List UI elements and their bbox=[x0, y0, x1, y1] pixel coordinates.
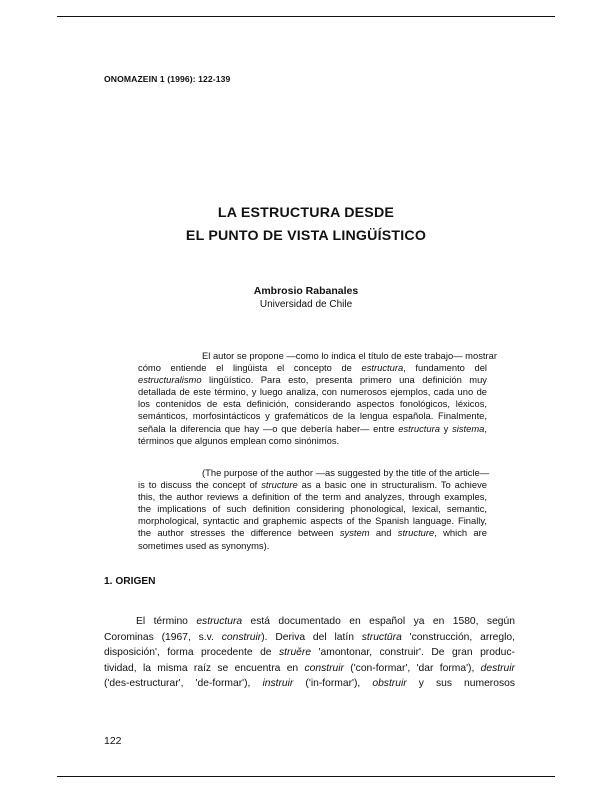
italic-term: estructura bbox=[196, 616, 243, 627]
italic-term: system bbox=[339, 527, 370, 539]
abstract-english bbox=[138, 467, 490, 552]
text-segment: the author stresses the difference between bbox=[138, 527, 340, 539]
article-title-line-1: LA ESTRUCTURA DESDE bbox=[217, 205, 395, 221]
text-line bbox=[138, 467, 490, 479]
italic-term: estructuralismo bbox=[138, 374, 202, 386]
text-line bbox=[138, 515, 487, 527]
text-segment: 'construcción, arreglo, bbox=[401, 631, 516, 643]
italic-term: struĕre bbox=[279, 647, 312, 658]
text-segment: ('des-estructurar', 'de-formar'), bbox=[104, 678, 263, 689]
text-line bbox=[138, 503, 487, 515]
text-segment: is to discuss the concept of bbox=[138, 479, 262, 491]
text-segment: , fundamento del bbox=[403, 362, 487, 374]
text-line bbox=[138, 491, 487, 503]
text-segment: 'amontonar, construir'. De gran produc- bbox=[311, 647, 515, 658]
top-rule bbox=[57, 16, 555, 17]
text-line bbox=[104, 676, 515, 692]
text-segment: and bbox=[369, 527, 398, 539]
text-segment: y bbox=[439, 422, 453, 434]
text-line bbox=[104, 614, 515, 630]
author-affiliation: Universidad de Chile bbox=[259, 299, 353, 310]
text-segment: términos que algunos emplean como sinónimos. bbox=[138, 434, 340, 446]
text-line bbox=[138, 435, 487, 447]
author-name: Ambrosio Rabanales bbox=[253, 285, 359, 297]
text-segment: as a basic one in structuralism. To achieve bbox=[297, 479, 487, 491]
italic-term: construir bbox=[221, 631, 262, 643]
text-segment: sometimes used as synonyms). bbox=[138, 539, 270, 551]
text-segment: semánticos, morfosintácticos y grafemáticos de la lengua española. Finalmente, bbox=[138, 410, 487, 422]
text-line bbox=[104, 661, 515, 677]
text-segment: tividad, la misma raíz se encuentra en bbox=[104, 662, 305, 674]
text-segment: disposición', forma procedente de bbox=[104, 647, 280, 658]
journal-citation: ONOMAZEIN 1 (1996): 122-139 bbox=[104, 74, 231, 84]
text-line bbox=[138, 410, 487, 422]
text-segment: morphological, syntactic and graphemic aspects of the Spanish language. Finally, bbox=[138, 515, 487, 527]
italic-term: estructura bbox=[398, 422, 440, 434]
text-segment: (The purpose of the author —as suggested by the title of the article— bbox=[202, 467, 490, 478]
text-segment: El término bbox=[136, 616, 197, 627]
italic-term: destruir bbox=[480, 662, 515, 674]
text-segment: cómo entiende el lingüista el concepto de bbox=[138, 362, 362, 374]
text-line bbox=[138, 527, 487, 539]
text-segment: detallada de este término, y luego analiza, con numerosos ejemplos, cada uno de bbox=[138, 386, 487, 398]
text-segment: this, the author reviews a definition of the term and analyzes, through examples, bbox=[138, 491, 487, 503]
italic-term: structure bbox=[397, 527, 435, 539]
body-paragraph bbox=[104, 614, 515, 692]
text-segment: ('con-formar', 'dar forma'), bbox=[343, 662, 481, 674]
text-segment: señala la diferencia que hay —o que debería haber— entre bbox=[138, 422, 399, 434]
article-title-line-2: EL PUNTO DE VISTA LINGÜÍSTICO bbox=[185, 228, 427, 244]
text-line bbox=[104, 630, 515, 646]
bottom-rule bbox=[57, 776, 555, 777]
text-line bbox=[138, 350, 497, 362]
text-segment: ). Deriva del latín bbox=[261, 631, 362, 643]
italic-term: structure bbox=[261, 479, 298, 491]
text-segment: los contenidos de esta definición, considerando aspectos fonológicos, léxicos, bbox=[138, 398, 487, 410]
text-segment: , which are bbox=[434, 527, 487, 539]
text-segment: El autor se propone —como lo indica el título de este trabajo— mostrar bbox=[202, 350, 497, 361]
italic-term: structūra bbox=[361, 631, 402, 643]
text-segment: Corominas (1967, s.v. bbox=[104, 631, 222, 643]
text-segment: y sus numerosos bbox=[406, 678, 515, 689]
text-line bbox=[138, 362, 487, 374]
text-segment: está documentado en español ya en 1580, según bbox=[242, 616, 515, 627]
italic-term: instruir bbox=[262, 678, 294, 689]
italic-term: construir bbox=[304, 662, 344, 674]
text-line bbox=[138, 374, 487, 386]
text-segment: lingüístico. Para esto, presenta primero una definición muy bbox=[201, 374, 487, 386]
text-line bbox=[138, 540, 487, 552]
text-segment: , bbox=[484, 422, 487, 434]
section-heading: 1. ORIGEN bbox=[104, 576, 156, 587]
text-line bbox=[138, 423, 487, 435]
italic-term: obstruir bbox=[372, 678, 407, 689]
abstract-spanish bbox=[138, 350, 497, 447]
page-number: 122 bbox=[104, 735, 122, 747]
text-segment: the implications of such definition considering phonological, lexical, semantic, bbox=[138, 503, 487, 515]
italic-term: sistema bbox=[452, 422, 485, 434]
text-line bbox=[138, 398, 487, 410]
italic-term: estructura bbox=[361, 362, 404, 374]
text-line bbox=[104, 645, 515, 661]
text-segment: ('in-formar'), bbox=[293, 678, 373, 689]
text-line bbox=[138, 479, 487, 491]
text-line bbox=[138, 386, 487, 398]
